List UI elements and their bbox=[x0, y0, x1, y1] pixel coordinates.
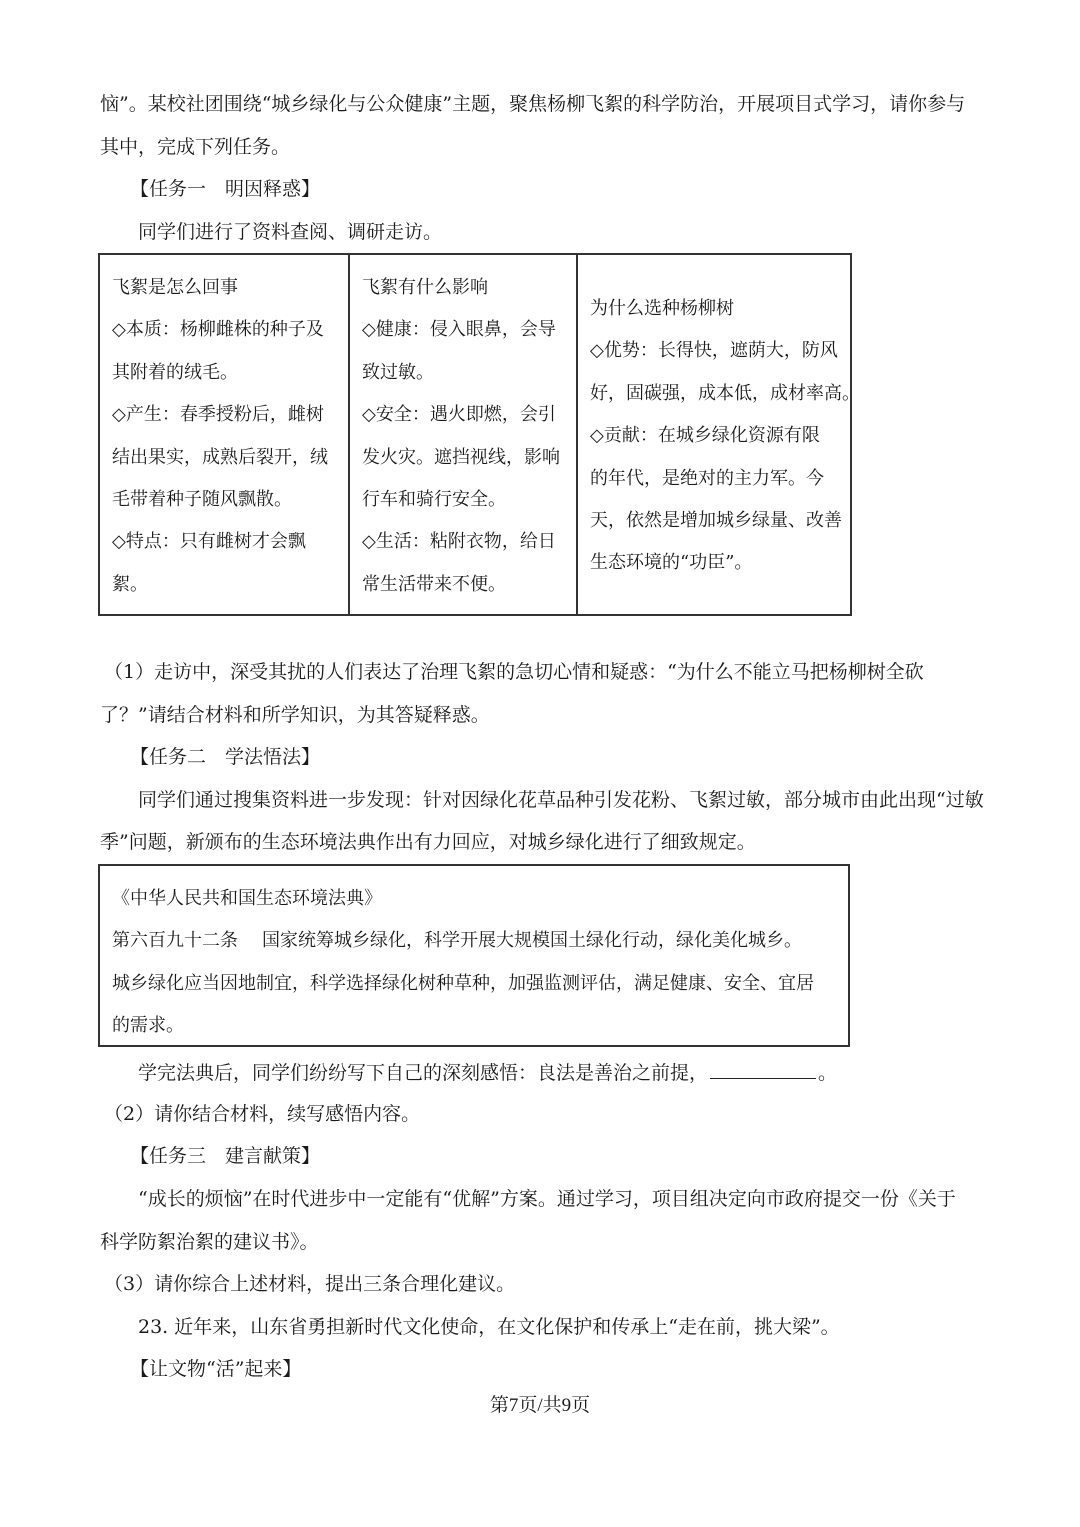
intro-line-1: 恼”。某校社团围绕“城乡绿化与公众健康”主题，聚焦杨柳飞絮的科学防治，开展项目式学习，请你参与 bbox=[100, 93, 966, 115]
cell-line: 好，固碳强，成本低，成材率高。 bbox=[590, 382, 860, 404]
cell-line: ◇产生：春季授粉后，雌树 bbox=[112, 404, 324, 426]
law-title: 《中华人民共和国生态环境法典》 bbox=[112, 888, 382, 909]
task3-lead-line-1: “成长的烦恼”在时代进步中一定能有“优解”方案。通过学习，项目组决定向市政府提交一份《关于 bbox=[138, 1188, 956, 1210]
cell-line: 飞絮是怎么回事 bbox=[112, 277, 238, 298]
task2-lead-line-2: 季”问题，新颁布的生态环境法典作出有力回应，对城乡绿化进行了细致规定。 bbox=[100, 831, 756, 853]
question-23: 23. 近年来，山东省勇担新时代文化使命，在文化保护和传承上“走在前，挑大梁”。 bbox=[138, 1316, 840, 1338]
law-line-1: 国家统筹城乡绿化，科学开展大规模国土绿化行动，绿化美化城乡。 bbox=[262, 930, 802, 952]
cell-line: ◇健康：侵入眼鼻，会导 bbox=[362, 319, 556, 341]
table-cell-catkin-impact bbox=[349, 254, 577, 615]
reflection-prefix: 学完法典后，同学们纷纷写下自己的深刻感悟：良法是善治之前提， bbox=[138, 1062, 709, 1084]
cell-line: ◇特点：只有雌树才会飘 bbox=[112, 531, 306, 553]
cell-line: 结出果实，成熟后裂开，绒 bbox=[112, 446, 328, 468]
task1-heading: 【任务一 明因释惑】 bbox=[130, 178, 321, 200]
question-1-line-1: （1）走访中，深受其扰的人们表达了治理飞絮的急切心情和疑惑：“为什么不能立马把杨柳树全砍 bbox=[104, 661, 924, 683]
question-23-heading: 【让文物“活”起来】 bbox=[130, 1358, 302, 1380]
cell-line: ◇贡献：在城乡绿化资源有限 bbox=[590, 425, 820, 447]
law-line-2: 城乡绿化应当因地制宜，科学选择绿化树种草种，加强监测评估，满足健康、安全、宜居 bbox=[112, 972, 814, 994]
task2-lead-line-1: 同学们通过搜集资料进一步发现：针对因绿化花草品种引发花粉、飞絮过敏，部分城市由此出现“过敏 bbox=[138, 789, 984, 811]
task3-lead-line-2: 科学防絮治絮的建议书》。 bbox=[100, 1231, 319, 1253]
table-cell-what-is-catkin bbox=[99, 254, 349, 615]
cell-line: 毛带着种子随风飘散。 bbox=[112, 489, 292, 511]
cell-line: 常生活带来不便。 bbox=[362, 573, 506, 595]
task2-reflection-line bbox=[138, 1058, 1028, 1087]
cell-line: ◇本质：杨柳雌株的种子及 bbox=[112, 319, 324, 341]
cell-line: 飞絮有什么影响 bbox=[362, 277, 488, 298]
cell-line: ◇生活：粘附衣物，给日 bbox=[362, 531, 556, 553]
cell-line: 生态环境的“功臣”。 bbox=[590, 552, 753, 574]
law-line-3: 的需求。 bbox=[112, 1015, 184, 1037]
question-1-line-2: 了？”请结合材料和所学知识，为其答疑释惑。 bbox=[100, 704, 490, 726]
cell-line: 天，依然是增加城乡绿量、改善 bbox=[590, 510, 842, 532]
cell-line: 的年代，是绝对的主力军。今 bbox=[590, 467, 824, 489]
table-cell-why-plant-poplar-willow bbox=[577, 254, 860, 615]
cell-line: 致过敏。 bbox=[362, 361, 434, 383]
reflection-suffix: 。 bbox=[818, 1062, 838, 1084]
cell-line: 絮。 bbox=[112, 573, 148, 595]
question-3: （3）请你综合上述材料，提出三条合理化建议。 bbox=[104, 1273, 516, 1295]
flying-catkin-info-table bbox=[98, 253, 860, 616]
cell-line: 行车和骑行安全。 bbox=[362, 489, 506, 511]
cell-line: ◇优势：长得快，遮荫大，防风 bbox=[590, 340, 838, 362]
law-article-line bbox=[112, 920, 838, 962]
cell-line: 其附着的绒毛。 bbox=[112, 361, 238, 383]
law-article-number: 第六百九十二条 bbox=[112, 930, 238, 952]
cell-line: ◇安全：遇火即燃，会引 bbox=[362, 404, 556, 426]
law-excerpt-box bbox=[98, 864, 850, 1047]
answer-blank[interactable] bbox=[710, 1058, 816, 1079]
task1-lead: 同学们进行了资料查阅、调研走访。 bbox=[138, 221, 443, 243]
page-number-footer: 第7页/共9页 bbox=[489, 1395, 591, 1416]
task3-heading: 【任务三 建言献策】 bbox=[130, 1145, 321, 1167]
task2-heading: 【任务二 学法悟法】 bbox=[130, 746, 321, 768]
cell-line: 发火灾。遮挡视线，影响 bbox=[362, 446, 560, 468]
cell-line: 为什么选种杨柳树 bbox=[590, 298, 734, 319]
question-2: （2）请你结合材料，续写感悟内容。 bbox=[104, 1103, 421, 1125]
intro-line-2: 其中，完成下列任务。 bbox=[100, 136, 291, 158]
